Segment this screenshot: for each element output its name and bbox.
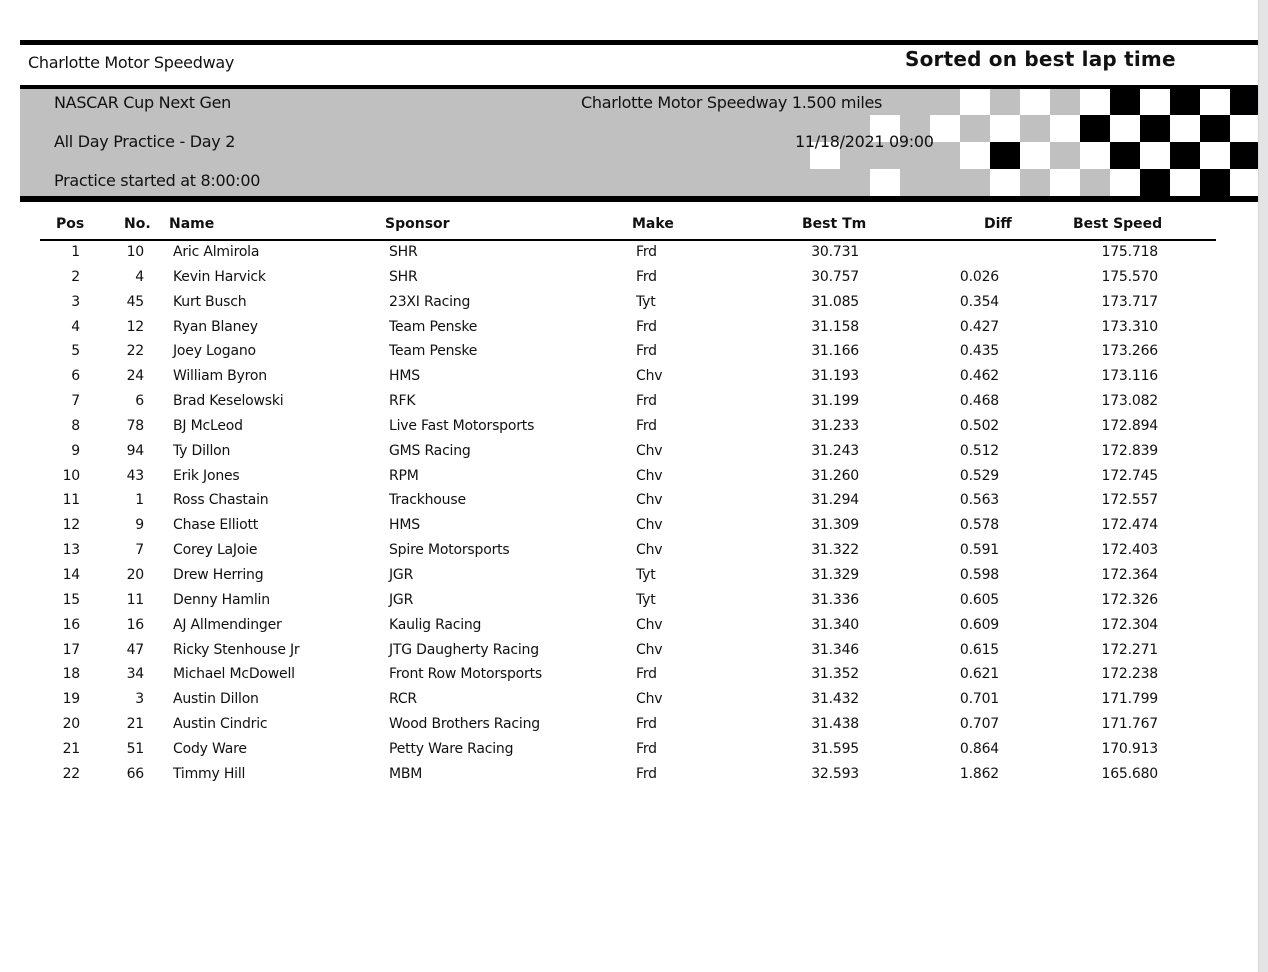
header-rule [40,239,1216,241]
table-row [0,293,1258,318]
cell-pos: 20 [62,716,80,733]
cell-pos: 7 [71,393,80,410]
cell-no: 34 [126,666,144,683]
cell-sponsor: MBM [389,765,423,782]
table-row [0,318,1258,343]
cell-name: AJ Allmendinger [173,616,282,633]
checker-cell [930,115,960,142]
cell-sponsor: JTG Daugherty Racing [389,641,539,658]
cell-pos: 12 [62,517,80,534]
cell-best-speed: 173.266 [1101,343,1158,360]
checker-cell [1020,115,1050,142]
table-row [0,243,1258,268]
cell-best-tm: 31.340 [811,616,859,633]
cell-make: Chv [636,691,663,708]
checker-cell [1200,169,1230,196]
checker-cell [870,169,900,196]
cell-diff: 0.026 [959,268,999,285]
checker-cell [1110,142,1140,169]
series-name: NASCAR Cup Next Gen [54,93,231,112]
table-row [0,442,1258,467]
cell-best-tm: 32.593 [811,765,859,782]
cell-sponsor: JGR [389,591,414,608]
report-datetime: 11/18/2021 09:00 [795,132,934,151]
scrollbar[interactable] [1258,0,1268,972]
cell-best-speed: 172.894 [1101,417,1158,434]
header-band [20,89,1258,196]
cell-best-speed: 172.745 [1101,467,1158,484]
cell-diff: 0.563 [959,492,999,509]
cell-best-speed: 175.718 [1101,244,1158,260]
checker-cell [1020,169,1050,196]
cell-best-speed: 172.304 [1101,616,1158,633]
cell-no: 22 [126,343,144,360]
cell-pos: 3 [71,293,80,310]
col-best-speed: Best Speed [1073,216,1163,232]
cell-best-tm: 31.438 [811,716,859,733]
cell-name: Corey LaJoie [173,542,258,559]
cell-make: Chv [636,641,663,658]
cell-best-speed: 171.767 [1101,716,1158,733]
checker-cell [1140,169,1170,196]
cell-best-tm: 31.336 [811,591,859,608]
cell-best-speed: 172.474 [1101,517,1158,534]
cell-diff: 0.512 [959,442,999,459]
cell-best-speed: 165.680 [1101,765,1158,782]
cell-pos: 1 [71,244,80,260]
table-row [0,690,1258,715]
cell-sponsor: Team Penske [389,318,478,335]
cell-pos: 8 [71,417,80,434]
cell-no: 1 [135,492,144,509]
cell-make: Frd [636,740,657,757]
cell-best-tm: 30.757 [811,268,859,285]
cell-diff: 0.468 [959,393,999,410]
cell-diff: 0.621 [959,666,999,683]
cell-best-speed: 173.310 [1101,318,1158,335]
session-name: All Day Practice - Day 2 [54,132,236,151]
cell-sponsor: RPM [389,467,419,484]
cell-best-tm: 31.158 [811,318,859,335]
cell-make: Frd [636,716,657,733]
table-row [0,665,1258,690]
session-start: Practice started at 8:00:00 [54,171,261,190]
table-row [0,765,1258,790]
cell-diff: 0.701 [959,691,999,708]
cell-best-tm: 31.322 [811,542,859,559]
cell-make: Chv [636,368,663,385]
cell-pos: 5 [71,343,80,360]
cell-name: Chase Elliott [173,517,259,534]
checker-cell [960,142,990,169]
cell-make: Frd [636,393,657,410]
checker-cell [960,115,990,142]
checker-cell [1230,89,1258,115]
cell-diff: 0.864 [959,740,999,757]
cell-sponsor: Kaulig Racing [389,616,482,633]
table-row [0,591,1258,616]
cell-pos: 16 [62,616,80,633]
cell-diff: 0.427 [959,318,999,335]
checker-cell [1050,142,1080,169]
table-row [0,566,1258,591]
cell-no: 7 [135,542,144,559]
cell-sponsor: Wood Brothers Racing [389,716,540,733]
cell-sponsor: Live Fast Motorsports [389,417,535,434]
cell-sponsor: HMS [389,368,420,385]
cell-best-tm: 31.294 [811,492,859,509]
cell-diff: 0.707 [959,716,999,733]
cell-no: 45 [126,293,144,310]
cell-pos: 15 [62,591,80,608]
cell-best-tm: 31.243 [811,442,859,459]
cell-diff: 1.862 [959,765,999,782]
cell-make: Tyt [636,566,656,583]
cell-best-tm: 31.432 [811,691,859,708]
cell-no: 11 [126,591,144,608]
checker-cell [960,89,990,115]
cell-sponsor: JGR [389,566,414,583]
cell-best-tm: 31.199 [811,393,859,410]
col-name: Name [169,216,215,232]
cell-diff: 0.609 [959,616,999,633]
cell-name: Drew Herring [173,566,264,583]
cell-make: Frd [636,244,657,260]
cell-sponsor: SHR [389,268,418,285]
checker-cell [1200,115,1230,142]
cell-name: Ricky Stenhouse Jr [173,641,300,658]
cell-make: Chv [636,517,663,534]
cell-best-tm: 31.595 [811,740,859,757]
cell-best-speed: 172.326 [1101,591,1158,608]
cell-name: Michael McDowell [173,666,295,683]
cell-no: 10 [126,244,144,260]
cell-sponsor: HMS [389,517,420,534]
cell-name: Ty Dillon [173,442,231,459]
sort-title: Sorted on best lap time [905,47,1176,71]
checker-cell [1140,142,1170,169]
cell-best-tm: 31.166 [811,343,859,360]
cell-pos: 14 [62,566,80,583]
cell-diff: 0.615 [959,641,999,658]
cell-best-tm: 31.346 [811,641,859,658]
cell-best-speed: 173.717 [1101,293,1158,310]
cell-name: Timmy Hill [173,765,246,782]
cell-pos: 19 [62,691,80,708]
cell-make: Frd [636,765,657,782]
cell-no: 66 [126,765,144,782]
cell-best-speed: 172.557 [1101,492,1158,509]
cell-diff: 0.605 [959,591,999,608]
cell-no: 51 [126,740,144,757]
cell-name: Joey Logano [173,343,256,360]
cell-best-speed: 175.570 [1101,268,1158,285]
checker-cell [1170,115,1200,142]
cell-make: Chv [636,467,663,484]
checker-cell [1050,89,1080,115]
cell-sponsor: Spire Motorsports [389,542,510,559]
cell-make: Frd [636,343,657,360]
checker-cell [1170,142,1200,169]
cell-sponsor: RFK [389,393,416,410]
cell-sponsor: Team Penske [389,343,478,360]
col-pos: Pos [56,216,85,232]
cell-pos: 22 [62,765,80,782]
cell-name: Austin Cindric [173,716,268,733]
cell-diff: 0.598 [959,566,999,583]
cell-sponsor: Trackhouse [389,492,466,509]
cell-no: 9 [135,517,144,534]
checker-cell [1110,169,1140,196]
cell-make: Tyt [636,293,656,310]
cell-pos: 13 [62,542,80,559]
cell-pos: 18 [62,666,80,683]
checker-cell [1230,142,1258,169]
table-header [0,216,1258,236]
cell-pos: 11 [62,492,80,509]
cell-pos: 10 [62,467,80,484]
top-rule [20,40,1258,45]
cell-name: Erik Jones [173,467,240,484]
table-row [0,740,1258,765]
cell-make: Frd [636,666,657,683]
cell-diff: 0.591 [959,542,999,559]
checker-cell [1110,89,1140,115]
cell-no: 12 [126,318,144,335]
table-row [0,641,1258,666]
checker-cell [990,169,1020,196]
cell-best-tm: 31.193 [811,368,859,385]
checker-cell [1170,89,1200,115]
cell-make: Tyt [636,591,656,608]
cell-diff: 0.578 [959,517,999,534]
checker-cell [1200,89,1230,115]
checker-cell [1050,169,1080,196]
cell-best-speed: 172.839 [1101,442,1158,459]
cell-name: Ryan Blaney [173,318,258,335]
cell-pos: 6 [71,368,80,385]
checker-cell [1140,89,1170,115]
cell-name: Ross Chastain [173,492,269,509]
cell-diff: 0.462 [959,368,999,385]
cell-diff: 0.529 [959,467,999,484]
cell-name: Kevin Harvick [173,268,266,285]
table-row [0,367,1258,392]
cell-best-speed: 172.403 [1101,542,1158,559]
cell-pos: 9 [71,442,80,459]
col-sponsor: Sponsor [385,216,450,232]
cell-make: Chv [636,442,663,459]
results-table [0,243,1258,790]
table-row [0,616,1258,641]
cell-name: BJ McLeod [173,417,243,434]
table-row [0,467,1258,492]
cell-name: Denny Hamlin [173,591,270,608]
table-row [0,417,1258,442]
cell-make: Frd [636,268,657,285]
cell-best-speed: 170.913 [1101,740,1158,757]
cell-no: 21 [126,716,144,733]
col-no: No. [124,216,151,232]
cell-best-tm: 30.731 [811,244,859,260]
cell-pos: 21 [62,740,80,757]
cell-make: Chv [636,616,663,633]
cell-best-speed: 171.799 [1101,691,1158,708]
cell-no: 43 [126,467,144,484]
cell-name: William Byron [173,368,267,385]
cell-best-tm: 31.233 [811,417,859,434]
checker-cell [1230,169,1258,196]
cell-pos: 4 [71,318,80,335]
cell-no: 78 [126,417,144,434]
cell-no: 20 [126,566,144,583]
cell-best-tm: 31.260 [811,467,859,484]
checker-cell [1200,142,1230,169]
cell-best-tm: 31.085 [811,293,859,310]
cell-diff: 0.354 [959,293,999,310]
track-length: Charlotte Motor Speedway 1.500 miles [581,93,883,112]
track-title: Charlotte Motor Speedway [28,53,235,72]
cell-best-speed: 172.364 [1101,566,1158,583]
checker-cell [1140,115,1170,142]
cell-best-speed: 173.082 [1101,393,1158,410]
checker-cell [990,89,1020,115]
checker-cell [1170,169,1200,196]
cell-name: Austin Dillon [173,691,259,708]
checker-cell [1230,115,1258,142]
cell-sponsor: GMS Racing [389,442,471,459]
table-row [0,392,1258,417]
cell-best-tm: 31.329 [811,566,859,583]
checker-cell [990,115,1020,142]
cell-no: 16 [126,616,144,633]
checker-cell [1080,89,1110,115]
table-row [0,491,1258,516]
cell-sponsor: Petty Ware Racing [389,740,514,757]
cell-no: 4 [135,268,144,285]
table-row [0,268,1258,293]
col-best-tm: Best Tm [802,216,867,232]
cell-name: Cody Ware [173,740,247,757]
cell-best-speed: 172.271 [1101,641,1158,658]
cell-no: 3 [135,691,144,708]
checker-cell [1020,89,1050,115]
checker-cell [1110,115,1140,142]
cell-make: Chv [636,542,663,559]
cell-sponsor: SHR [389,244,418,260]
cell-make: Frd [636,417,657,434]
cell-no: 6 [135,393,144,410]
cell-make: Frd [636,318,657,335]
checker-cell [990,142,1020,169]
cell-no: 94 [126,442,144,459]
checker-cell [1080,169,1110,196]
table-row [0,342,1258,367]
checker-cell [1050,115,1080,142]
cell-best-tm: 31.352 [811,666,859,683]
cell-best-tm: 31.309 [811,517,859,534]
col-make: Make [632,216,674,232]
table-row [0,715,1258,740]
cell-name: Aric Almirola [173,244,260,260]
cell-no: 47 [126,641,144,658]
checker-cell [1020,142,1050,169]
cell-best-speed: 172.238 [1101,666,1158,683]
cell-make: Chv [636,492,663,509]
cell-name: Brad Keselowski [173,393,284,410]
cell-sponsor: Front Row Motorsports [389,666,542,683]
cell-pos: 2 [71,268,80,285]
checker-cell [1080,142,1110,169]
table-row [0,516,1258,541]
cell-diff: 0.502 [959,417,999,434]
cell-name: Kurt Busch [173,293,247,310]
cell-best-speed: 173.116 [1101,368,1158,385]
checker-cell [1080,115,1110,142]
cell-diff: 0.435 [959,343,999,360]
table-row [0,541,1258,566]
col-diff: Diff [984,216,1012,232]
cell-sponsor: RCR [389,691,417,708]
cell-pos: 17 [62,641,80,658]
cell-sponsor: 23XI Racing [389,293,471,310]
cell-no: 24 [126,368,144,385]
